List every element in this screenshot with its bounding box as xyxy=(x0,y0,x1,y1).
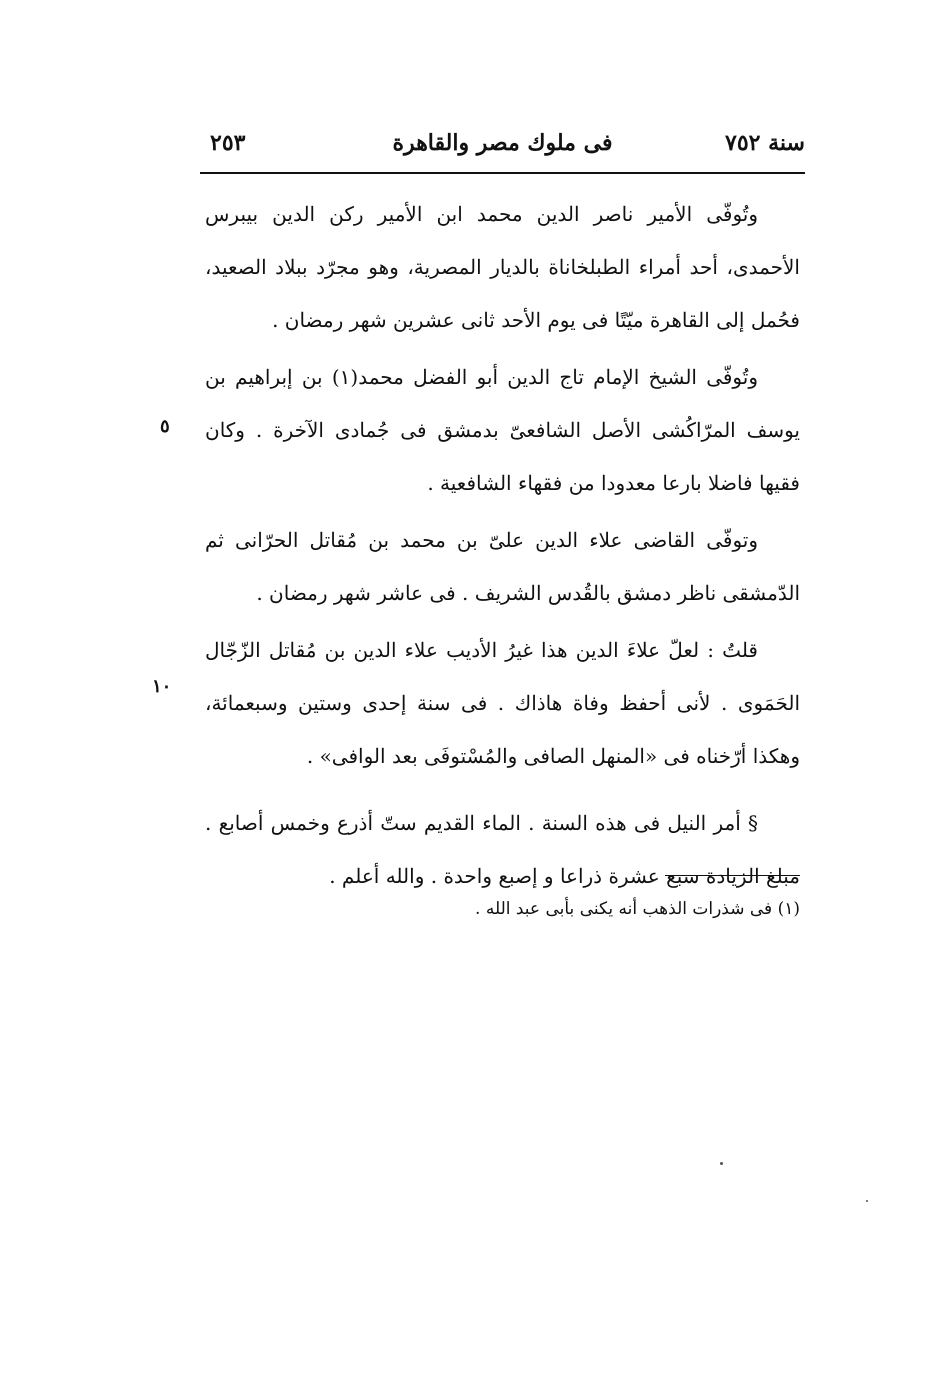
paragraph: قلتُ : لعلّ علاءَ الدين هذا غيرُ الأديب علاء الدين بن مُقاتل الزّجّال الحَمَوى . لأنى أحفظ وفاة هاذاك . فى سنة إحدى وستين وسبعمائة، وهكذا أرّخناه فى «المنهل الصافى والمُسْتوفَى بعد الوافى» . xyxy=(205,638,800,768)
header-year: سنة ٧٥٢ xyxy=(725,130,805,156)
line-number-10: ١٠ xyxy=(152,676,172,697)
running-header xyxy=(200,122,805,166)
nile-paragraph: § أمر النيل فى هذه السنة . الماء القديم ستّ أذرع وخمس أصابع . مبلغ الزيادة سبع عشرة ذراعا و إصبع واحدة . والله أعلم . xyxy=(205,811,800,888)
scan-speck xyxy=(866,1200,868,1202)
paragraph: وتُوفّى الأمير ناصر الدين محمد ابن الأمير ركن الدين بيبرس الأحمدى، أحد أمراء الطبلخاناة بالديار المصرية، وهو مجرّد ببلاد الصعيد، فحُمل إلى القاهرة ميّتًا فى يوم الأحد ثانى عشرين شهر رمضان . xyxy=(205,202,800,332)
footnote-rule xyxy=(665,875,800,876)
paragraph: وتُوفّى الشيخ الإمام تاج الدين أبو الفضل محمد(١) بن إبراهيم بن يوسف المرّاكُشى الأصل الشافعىّ بدمشق فى جُمادى الآخرة . وكان فقيها فاضلا بارعا معدودا من فقهاء الشافعية . xyxy=(205,365,800,495)
header-rule xyxy=(200,172,805,174)
line-number-5: ٥ xyxy=(160,416,170,437)
scan-speck xyxy=(720,1162,723,1165)
header-title: فى ملوك مصر والقاهرة xyxy=(392,130,613,156)
main-text xyxy=(205,188,800,907)
page-number: ٢٥٣ xyxy=(210,130,246,156)
paragraph: وتوفّى القاضى علاء الدين علىّ بن محمد بن مُقاتل الحرّانى ثم الدّمشقى ناظر دمشق بالقُدس الشريف . فى عاشر شهر رمضان . xyxy=(205,528,800,605)
footnote: (١) فى شذرات الذهب أنه يكنى بأبى عبد الله . xyxy=(475,899,800,919)
